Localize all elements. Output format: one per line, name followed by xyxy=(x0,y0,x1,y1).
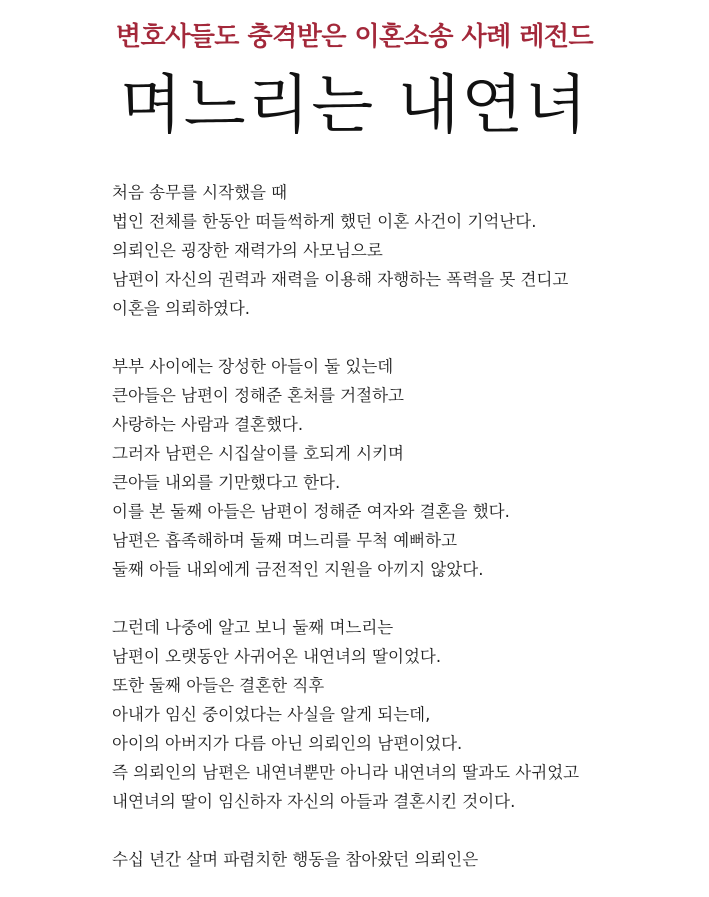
paragraph-gap xyxy=(112,323,692,352)
text-line: 부부 사이에는 장성한 아들이 둘 있는데 xyxy=(112,357,394,376)
text-line: 즉 의뢰인의 남편은 내연녀뿐만 아니라 내연녀의 딸과도 사귀었고 xyxy=(112,763,580,782)
paragraph-gap xyxy=(112,584,692,613)
text-line: 이를 본 둘째 아들은 남편이 정해준 여자와 결혼을 했다. xyxy=(112,502,510,521)
text-line: 아내가 임신 중이었다는 사실을 알게 되는데, xyxy=(112,705,431,724)
story-body xyxy=(112,178,692,874)
page-title: 며느리는 내연녀 xyxy=(119,69,590,143)
text-line: 의뢰인은 굉장한 재력가의 사모님으로 xyxy=(112,241,383,260)
text-line: 내연녀의 딸이 임신하자 자신의 아들과 결혼시킨 것이다. xyxy=(112,792,516,811)
text-line: 둘째 아들 내외에게 금전적인 지원을 아끼지 않았다. xyxy=(112,560,484,579)
paragraph-gap xyxy=(112,816,692,845)
text-line: 큰아들 내외를 기만했다고 한다. xyxy=(112,473,341,492)
subtitle: 변호사들도 충격받은 이혼소송 사례 레전드 xyxy=(115,22,594,52)
text-line: 그런데 나중에 알고 보니 둘째 며느리는 xyxy=(112,618,394,637)
text-line: 큰아들은 남편이 정해준 혼처를 거절하고 xyxy=(112,386,404,405)
text-line: 또한 둘째 아들은 결혼한 직후 xyxy=(112,676,325,695)
paragraph xyxy=(112,845,692,874)
text-line: 남편이 자신의 권력과 재력을 이용해 자행하는 폭력을 못 견디고 xyxy=(112,270,569,289)
text-line: 그러자 남편은 시집살이를 호되게 시키며 xyxy=(112,444,404,463)
paragraph xyxy=(112,613,692,816)
text-line: 남편은 흡족해하며 둘째 며느리를 무척 예뻐하고 xyxy=(112,531,458,550)
text-line: 아이의 아버지가 다름 아닌 의뢰인의 남편이었다. xyxy=(112,734,463,753)
text-line: 처음 송무를 시작했을 때 xyxy=(112,183,288,202)
text-line: 법인 전체를 한동안 떠들썩하게 했던 이혼 사건이 기억난다. xyxy=(112,212,537,231)
text-line: 수십 년간 살며 파렴치한 행동을 참아왔던 의뢰인은 xyxy=(112,850,479,869)
paragraph xyxy=(112,352,692,584)
text-line: 사랑하는 사람과 결혼했다. xyxy=(112,415,304,434)
text-line: 이혼을 의뢰하였다. xyxy=(112,299,251,318)
text-line: 남편이 오랫동안 사귀어온 내연녀의 딸이었다. xyxy=(112,647,442,666)
paragraph xyxy=(112,178,692,323)
